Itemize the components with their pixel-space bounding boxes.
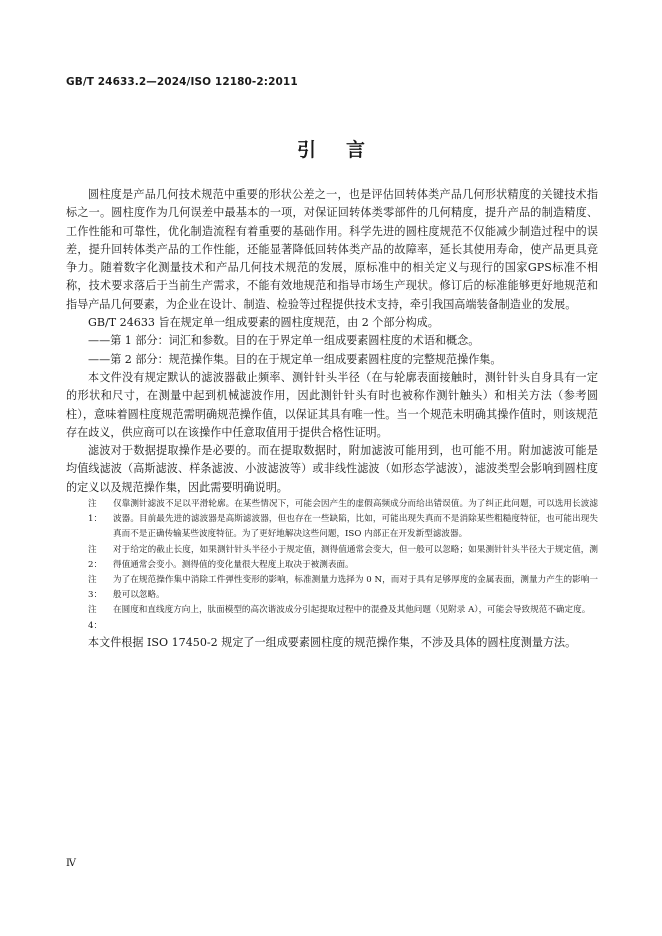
note-text: 在圆度和直线度方向上，肽面模型的高次谐波成分引起提取过程中的混叠及其他问题（见附录 A），可能会导致规范不确定度。 — [113, 605, 591, 616]
note-text: 对于给定的截止长度，如果测针针头半径小于规定值，测得值通常会变大，但一般可以忽略；如果测针针头半径大于规定值，测得值通常会变小。测得值的变化量很大程度上取决于被测表面。 — [113, 544, 598, 570]
note-text: 为了在规范操作集中消除工件弹性变形的影响，标准测量力选择为 0 N，而对于具有足够厚度的金属表面，测量力产生的影响一般可以忽略。 — [113, 575, 598, 601]
paragraph-filtering: 滤波对于数据提取操作是必要的。而在提取数据时，附加滤波可能用到，也可能不用。附加滤波可能是均值线滤波（高斯滤波、样条滤波、小波滤波等）或非线性滤波（如形态学滤波），滤波类型会影响到圆柱度的定义以及规范操作集，因此需要明确说明。 — [66, 444, 598, 494]
note-1 — [88, 497, 598, 543]
standard-number-header: GB/T 24633.2—2024/ISO 12180-2:2011 — [66, 76, 298, 88]
paragraph-part-2: ——第 2 部分：规范操作集。目的在于规定单一组成要素圆柱度的完整规范操作集。 — [88, 352, 502, 366]
note-label: 注 3： — [88, 575, 103, 601]
page-title — [0, 135, 662, 162]
paragraph-closing: 本文件根据 ISO 17450-2 规定了一组成要素圆柱度的规范操作集，不涉及具体的圆柱度测量方法。 — [88, 635, 577, 649]
paragraph-structure: GB/T 24633 旨在规定单一组成要素的圆柱度规范，由 2 个部分构成。 — [88, 316, 439, 330]
paragraph-defaults: 本文件没有规定默认的滤波器截止频率、测针针头半径（在与轮廓表面接触时，测针针头自身具有一定的形状和尺寸，在测量中起到机械滤波作用，因此测针针头有时也被称作测针触头）和相关方法（参考圆柱），意味着圆柱度规范需明确规范操作值，以保证其具有唯一性。当一个规范未明确其操作值时，则该规范存在歧义，供应商可以在该操作中任意取值用于提供合格性证明。 — [66, 370, 598, 439]
paragraph-part-1: ——第 1 部分：词汇和参数。目的在于界定单一组成要素圆柱度的术语和概念。 — [88, 334, 480, 348]
note-text: 仅靠测针滤波不足以平滑轮廓。在某些情况下，可能会因产生的虚假高频成分而给出错误值。为了纠正此问题，可以选用长波滤波器。目前最先进的滤波器是高斯滤波器，但也存在一些缺陷，比如，可能出现失真而不是消除某些粗糙度特征，也可能出现失真而不是正确传输某些波度特征。为了更好地解决这些问题，ISO 内部正在开发新型滤波器。 — [113, 499, 598, 540]
document-body — [66, 186, 598, 652]
note-4 — [88, 603, 598, 633]
note-label: 注 4： — [88, 605, 103, 631]
note-label: 注 2： — [88, 544, 103, 570]
title-char-1: 引 — [296, 139, 316, 161]
paragraph-intro: 圆柱度是产品几何技术规范中重要的形状公差之一，也是评估回转体类产品几何形状精度的关键技术指标之一。圆柱度作为几何误差中最基本的一项，对保证回转体类零部件的几何精度，提升产品的制造精度、工作性能和可靠性，优化制造流程有着重要的基础作用。科学先进的圆柱度规范不仅能减少制造过程中的误差，提升回转体类产品的工作性能，还能显著降低回转体类产品的故障率，延长其使用寿命，使产品更具竞争力。随着数字化测量技术和产品几何技术规范的发展，原标准中的相关定义与现行的国家GPS标准不相称，技术要求落后于当前生产需求，不能有效地规范和指导市场生产现状。修订后的标准能够更好地规范和指导产品几何要素，为企业在设计、制造、检验等过程提供技术支持，牵引我国高端装备制造业的发展。 — [66, 188, 598, 311]
note-label: 注 1： — [88, 499, 103, 525]
page-number: Ⅳ — [66, 858, 76, 869]
note-2 — [88, 543, 598, 573]
title-char-2: 言 — [346, 139, 366, 161]
note-3 — [88, 573, 598, 603]
